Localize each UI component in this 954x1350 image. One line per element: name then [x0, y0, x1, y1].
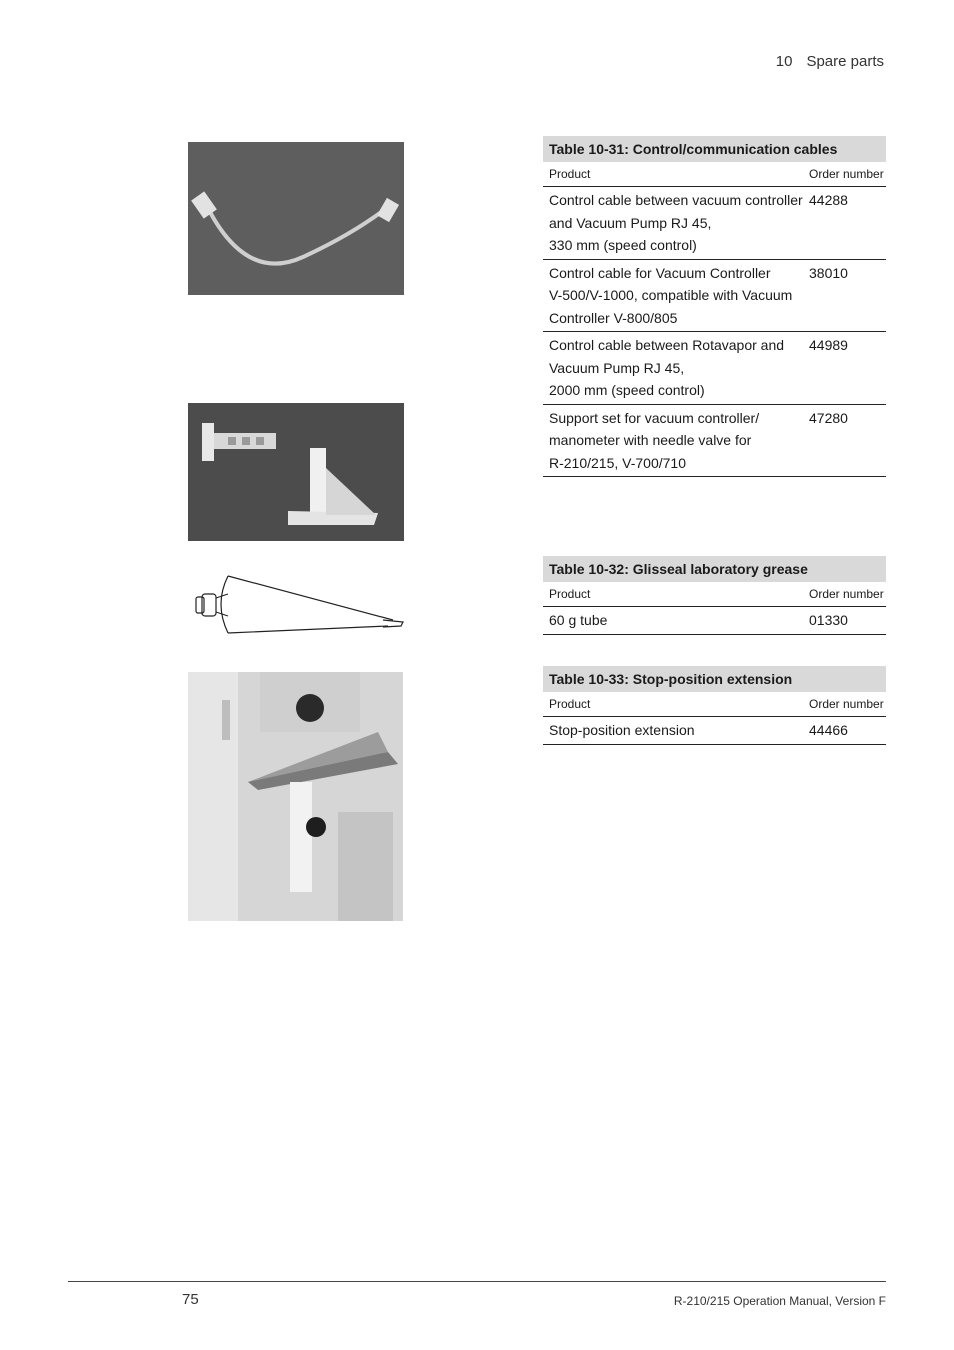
chapter-number: 10 — [775, 53, 793, 70]
table-caption: Table 10-31: Control/communication cables — [543, 136, 886, 162]
table-row — [543, 260, 886, 333]
page-header — [776, 53, 884, 70]
column-header-product: Product — [549, 167, 591, 181]
control-cable-photo — [188, 142, 404, 295]
table-caption: Table 10-33: Stop-position extension — [543, 666, 886, 692]
table-row — [543, 607, 886, 635]
product-cell: Control cable between vacuum controller and Vacuum Pump RJ 45, 330 mm (speed control) — [549, 192, 803, 253]
table-caption: Table 10-32: Glisseal laboratory grease — [543, 556, 886, 582]
order-number-cell: 44989 — [809, 337, 848, 353]
product-cell: Support set for vacuum controller/ manometer with needle valve for R-210/215, V-700/710 — [549, 409, 760, 471]
column-header-order-number: Order number — [809, 697, 884, 711]
table-row — [543, 187, 886, 260]
order-number-cell: 01330 — [809, 612, 848, 628]
order-number-cell: 44288 — [809, 192, 848, 208]
table-header-row — [543, 692, 886, 717]
chapter-title: Spare parts — [806, 53, 884, 70]
table-stop-position-extension — [543, 666, 886, 745]
table-row — [543, 717, 886, 745]
order-number-cell: 44466 — [809, 722, 848, 738]
table-header-row — [543, 582, 886, 607]
column-header-order-number: Order number — [809, 587, 884, 601]
table-control-cables — [543, 136, 886, 477]
page-number: 75 — [182, 1291, 199, 1308]
table-row — [543, 332, 886, 405]
grease-tube-drawing — [188, 570, 404, 638]
column-header-order-number: Order number — [809, 167, 884, 181]
product-cell: Control cable between Rotavapor and Vacuum Pump RJ 45, 2000 mm (speed control) — [549, 337, 785, 398]
table-glisseal-grease — [543, 556, 886, 635]
document-title: R-210/215 Operation Manual, Version F — [673, 1294, 886, 1308]
table-header-row — [543, 162, 886, 187]
order-number-cell: 47280 — [809, 409, 848, 426]
order-number-cell: 38010 — [809, 264, 848, 281]
product-cell: Control cable for Vacuum Controller V-500/V-1000, compatible with Vacuum Controller V-800/805 — [549, 264, 793, 326]
support-set-photo — [188, 403, 404, 541]
table-row — [543, 405, 886, 478]
column-header-product: Product — [549, 587, 591, 601]
product-cell: 60 g tube — [549, 612, 608, 628]
footer-rule — [68, 1281, 886, 1282]
column-header-product: Product — [549, 697, 591, 711]
stop-position-extension-photo — [188, 672, 403, 921]
product-cell: Stop-position extension — [549, 722, 695, 738]
